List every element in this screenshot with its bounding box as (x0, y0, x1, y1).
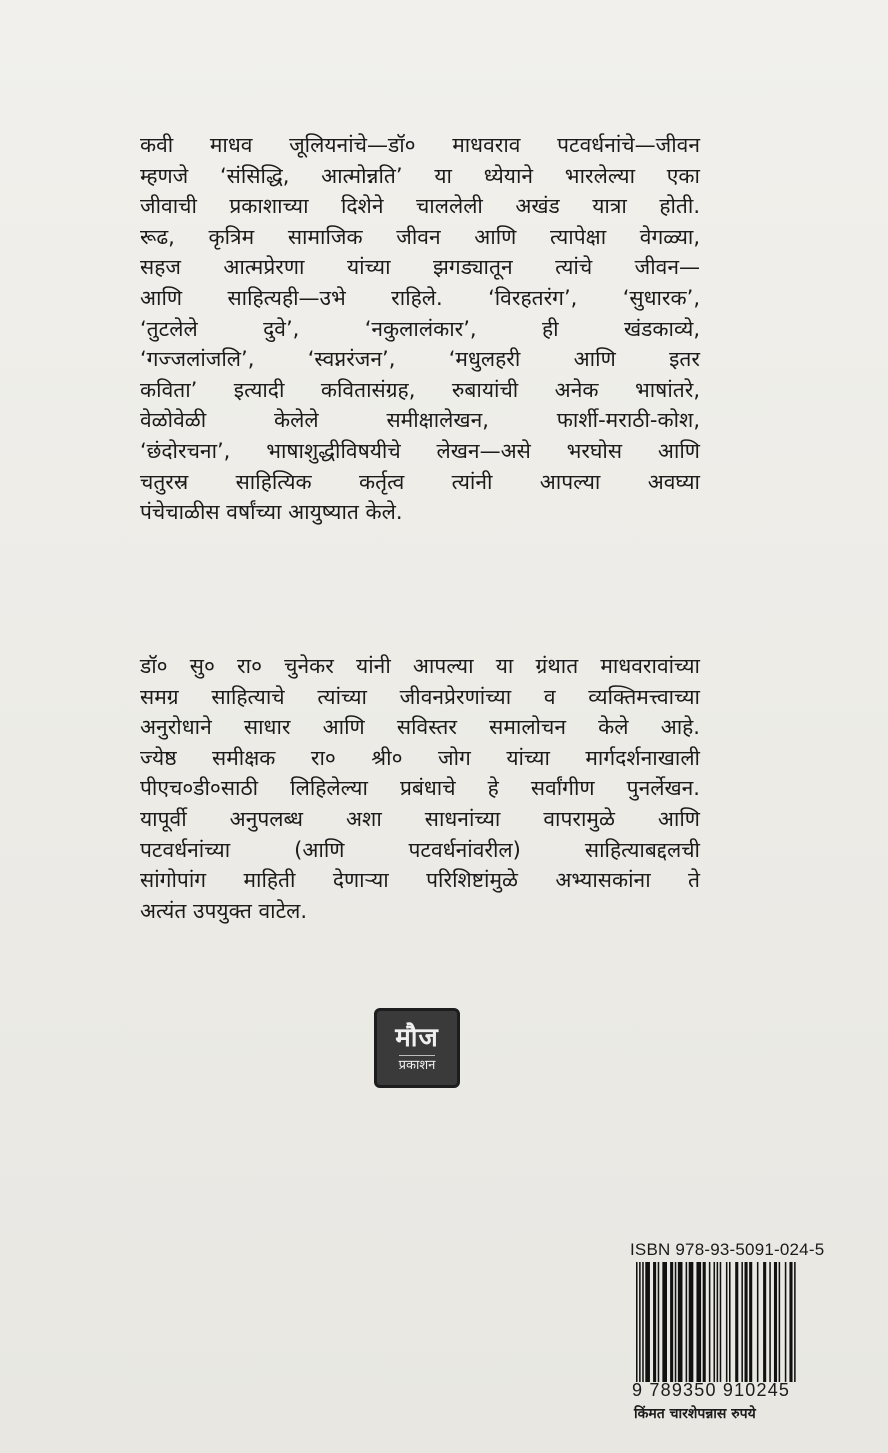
text-line: डॉ० सु० रा० चुनेकर यांनी आपल्या या ग्रंथात माधवरावांच्या (140, 654, 700, 678)
publisher-logo (374, 1008, 460, 1088)
text-line: चतुरस्र साहित्यिक कर्तृत्व त्यांनी आपल्या अवघ्या (140, 469, 700, 494)
text-line: सहज आत्मप्रेरणा यांच्या झगड्यातून त्यांचे जीवन— (140, 255, 700, 280)
text-line: पटवर्धनांच्या (आणि पटवर्धनांवरील) साहित्याबद्दलची (140, 837, 700, 862)
publisher-logo-mark: मौज (395, 1022, 439, 1053)
text-line: आणि साहित्यही—उभे राहिले. ‘विरहतरंग’, ‘सुधारक’, (140, 285, 700, 310)
text-line: ‘गज्जलांजलि’, ‘स्वप्नरंजन’, ‘मधुलहरी आणि इतर (140, 347, 700, 372)
blurb-paragraph-1 (140, 130, 700, 528)
publisher-logo-sub: प्रकाशन (399, 1055, 436, 1074)
text-line: समग्र साहित्याचे त्यांच्या जीवनप्रेरणांच्या व व्यक्तिमत्त्वाच्या (140, 684, 700, 709)
text-line: पंचेचाळीस वर्षांच्या आयुष्यात केले. (140, 500, 403, 525)
isbn-label: ISBN 978-93-5091-024-5 (630, 1240, 825, 1259)
text-line: म्हणजे ‘संसिद्धि, आत्मोन्नति’ या ध्येयाने भारलेल्या एका (140, 163, 700, 188)
blurb-paragraph-2 (140, 651, 700, 926)
text-line: ज्येष्ठ समीक्षक रा० श्री० जोग यांच्या मार्गदर्शनाखाली (140, 745, 700, 770)
barcode-icon (632, 1262, 832, 1382)
text-line: यापूर्वी अनुपलब्ध अशा साधनांच्या वापरामुळे आणि (140, 806, 700, 831)
text-line: सांगोपांग माहिती देणाऱ्या परिशिष्टांमुळे अभ्यासकांना ते (140, 868, 700, 893)
text-line: ‘छंदोरचना’, भाषाशुद्धीविषयीचे लेखन—असे भरघोस आणि (140, 438, 700, 463)
barcode-digits: 9 789350 910245 (632, 1380, 791, 1400)
text-line: वेळोवेळी केलेले समीक्षालेखन, फार्शी-मराठी-कोश, (140, 408, 700, 433)
price-label: किंमत चारशेपन्नास रुपये (634, 1406, 756, 1422)
text-line: पीएच०डी०साठी लिहिलेल्या प्रबंधाचे हे सर्वांगीण पुनर्लेखन. (140, 776, 700, 801)
text-line: जीवाची प्रकाशाच्या दिशेने चाललेली अखंड यात्रा होती. (140, 194, 700, 219)
text-line: ‘तुटलेले दुवे’, ‘नकुलालंकार’, ही खंडकाव्ये, (140, 316, 700, 341)
text-line: अत्यंत उपयुक्त वाटेल. (140, 898, 308, 923)
text-line: कविता’ इत्यादी कवितासंग्रह, रुबायांची अनेक भाषांतरे, (140, 377, 700, 402)
text-line: अनुरोधाने साधार आणि सविस्तर समालोचन केले आहे. (140, 715, 700, 740)
text-line: रूढ, कृत्रिम सामाजिक जीवन आणि त्यापेक्षा वेगळ्या, (140, 224, 700, 249)
text-line: कवी माधव जूलियनांचे—डॉ० माधवराव पटवर्धनांचे—जीवन (140, 133, 700, 157)
